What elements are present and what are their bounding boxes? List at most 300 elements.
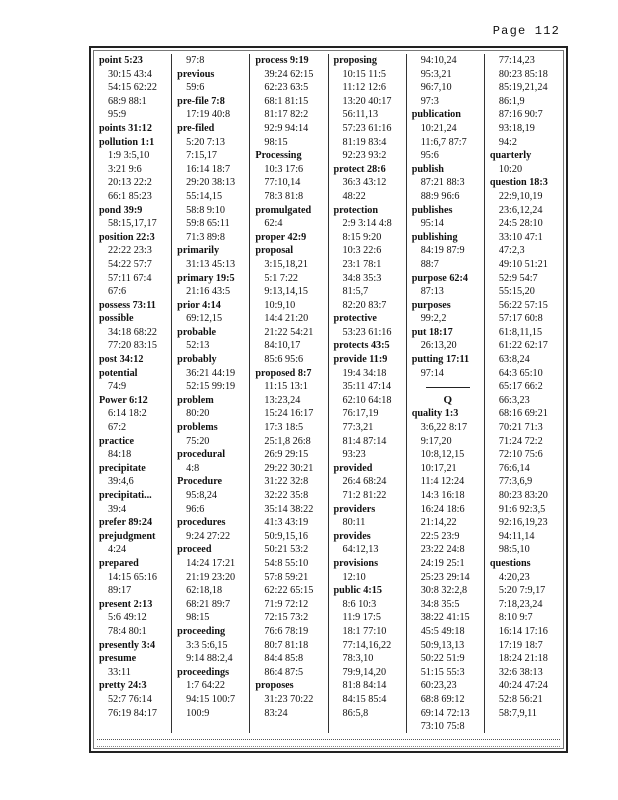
page-line-reference: 56:22 57:15 xyxy=(498,299,548,311)
page-line-reference: 4:20,23 xyxy=(498,571,530,583)
page-line-reference: 21:19 23:20 xyxy=(186,571,236,583)
page-line-reference: 94:10,24 xyxy=(420,55,457,66)
index-term: public 4:15 xyxy=(333,585,382,597)
page-line-reference: 71:2 81:22 xyxy=(342,490,387,501)
page-line-reference: 3:15,18,21 xyxy=(264,258,308,270)
page-line-reference: 11:15 13:1 xyxy=(264,381,308,393)
index-term: probably xyxy=(177,354,217,366)
page-line-reference: 62:23 63:5 xyxy=(264,82,309,94)
index-term: pond 39:9 xyxy=(99,204,143,216)
page-line-reference: 79:9,14,20 xyxy=(342,666,387,678)
page-line-reference: 9:14 88:2,4 xyxy=(186,653,233,665)
page-line-reference: 9:17,20 xyxy=(420,435,452,447)
page-line-reference: 66:3,23 xyxy=(498,394,530,406)
page-line-reference: 22:22 23:3 xyxy=(108,245,152,257)
page-line-reference: 4:24 xyxy=(108,544,127,556)
index-term: potential xyxy=(99,367,138,379)
index-term: proceeding xyxy=(177,625,226,637)
page-line-reference: 58:15,17,17 xyxy=(108,218,157,230)
page-line-reference: 87:16 90:7 xyxy=(498,109,543,121)
page-line-reference: 95:8,24 xyxy=(186,490,218,501)
index-term: pretty 24:3 xyxy=(99,680,147,692)
page-line-reference: 16:14 18:7 xyxy=(186,163,231,175)
page-line-reference: 65:17 66:2 xyxy=(498,381,543,393)
page-line-reference: 31:23 70:22 xyxy=(264,693,314,705)
page-line-reference: 30:15 43:4 xyxy=(108,68,152,80)
page-line-reference: 10:21,24 xyxy=(420,122,457,134)
page-line-reference: 21:16 43:5 xyxy=(186,286,231,298)
page-line-reference: 18:24 21:18 xyxy=(498,653,548,665)
page-line-reference: 72:10 75:6 xyxy=(498,449,543,461)
page-line-reference: 74:9 xyxy=(108,381,127,393)
page-line-reference: 48:22 xyxy=(342,190,366,202)
index-term: Processing xyxy=(255,150,302,162)
index-term: putting 17:11 xyxy=(411,354,470,366)
index-term: quarterly xyxy=(489,150,532,162)
page-line-reference: 97:3 xyxy=(420,95,439,107)
page-line-reference: 91:6 92:3,5 xyxy=(498,503,546,515)
page-line-reference: 14:3 16:18 xyxy=(420,490,465,501)
page-line-reference: 24:19 25:1 xyxy=(420,557,465,569)
index-term: practice xyxy=(99,435,135,447)
page-line-reference: 68:1 81:15 xyxy=(264,95,309,107)
index-term: put 18:17 xyxy=(411,326,453,338)
page-line-reference: 54:8 55:10 xyxy=(264,557,309,569)
page-line-reference: 100:9 xyxy=(186,707,210,719)
page-line-reference: 67:6 xyxy=(108,286,127,298)
index-term: promulgated xyxy=(255,204,312,216)
page-line-reference: 55:14,15 xyxy=(186,190,223,202)
index-term: Procedure xyxy=(177,476,223,488)
page-line-reference: 20:13 22:2 xyxy=(108,177,152,189)
index-term: precipitati... xyxy=(99,490,152,501)
index-term: previous xyxy=(177,68,215,80)
page-line-reference: 95:9 xyxy=(108,109,127,121)
page-line-reference: 62:4 xyxy=(264,218,283,230)
page-line-reference: 88:9 96:6 xyxy=(420,190,460,202)
index-term: presently 3:4 xyxy=(99,639,156,651)
index-column-4 xyxy=(329,54,407,733)
index-column-6 xyxy=(485,54,562,733)
page-line-reference: 85:19,21,24 xyxy=(498,82,548,94)
page-line-reference: 77:14,23 xyxy=(498,55,535,66)
page-line-reference: 72:15 73:2 xyxy=(264,612,309,624)
page-line-reference: 88:7 xyxy=(420,258,439,270)
page-line-reference: 62:18,18 xyxy=(186,585,223,597)
page-line-reference: 17:19 18:7 xyxy=(498,639,543,651)
index-term: process 9:19 xyxy=(255,55,309,66)
index-term: pre-file 7:8 xyxy=(177,95,225,107)
page-line-reference: 56:11,13 xyxy=(342,109,379,121)
page-line-reference: 76:6 78:19 xyxy=(264,625,309,637)
page-line-reference: 13:23,24 xyxy=(264,394,301,406)
page-line-reference: 50:9,15,16 xyxy=(264,530,308,542)
page-line-reference: 8:10 9:7 xyxy=(498,612,533,624)
page-line-reference: 94:11,14 xyxy=(498,530,535,542)
page-line-reference: 8:6 10:3 xyxy=(342,598,377,610)
page-line-reference: 33:11 xyxy=(108,666,131,678)
index-term: prejudgment xyxy=(99,530,156,542)
page-line-reference: 23:6,12,24 xyxy=(498,204,543,216)
page-line-reference: 86:4 87:5 xyxy=(264,666,304,678)
page-line-reference: 40:24 47:24 xyxy=(498,680,548,692)
index-term: possible xyxy=(99,313,134,325)
page-line-reference: 76:6,14 xyxy=(498,462,530,474)
page-line-reference: 96:7,10 xyxy=(420,82,452,94)
page-line-reference: 35:11 47:14 xyxy=(342,381,392,393)
page-line-reference: 81:19 83:4 xyxy=(342,136,387,148)
index-term: proposing xyxy=(333,55,377,66)
page-line-reference: 84:18 xyxy=(108,449,132,461)
page-line-reference: 4:8 xyxy=(186,462,200,474)
index-term: precipitate xyxy=(99,462,146,474)
index-term: presume xyxy=(99,653,137,665)
page-line-reference: 66:1 85:23 xyxy=(108,190,152,202)
page-line-reference: 57:23 61:16 xyxy=(342,122,392,134)
index-term: purpose 62:4 xyxy=(411,272,469,284)
page-line-reference: 87:13 xyxy=(420,286,444,298)
page-line-reference: 55:15,20 xyxy=(498,286,535,298)
index-term: provisions xyxy=(333,557,379,569)
page-line-reference: 41:3 43:19 xyxy=(264,517,309,529)
index-column-2 xyxy=(172,54,250,733)
page-line-reference: 1:7 64:22 xyxy=(186,680,225,692)
page-line-reference: 31:13 45:13 xyxy=(186,258,236,270)
page-line-reference: 64:3 65:10 xyxy=(498,367,543,379)
index-term: proceedings xyxy=(177,666,230,678)
page-line-reference: 52:9 54:7 xyxy=(498,272,538,284)
index-term: post 34:12 xyxy=(99,354,144,366)
page-line-reference: 35:14 38:22 xyxy=(264,503,314,515)
page-line-reference: 76:17,19 xyxy=(342,408,379,420)
index-term: problem xyxy=(177,394,214,406)
page-line-reference: 76:19 84:17 xyxy=(108,707,157,719)
index-column-5 xyxy=(407,54,485,733)
index-column-1 xyxy=(95,54,172,733)
page-line-reference: 50:22 51:9 xyxy=(420,653,465,665)
page-line-reference: 14:24 17:21 xyxy=(186,557,236,569)
index-term: provides xyxy=(333,530,371,542)
page-line-reference: 62:22 65:15 xyxy=(264,585,314,597)
page-line-reference: 62:10 64:18 xyxy=(342,394,392,406)
index-term: protection xyxy=(333,204,379,216)
page-line-reference: 1:9 3:5,10 xyxy=(108,150,150,162)
index-term: primary 19:5 xyxy=(177,272,235,284)
page-line-reference: 80:23 85:18 xyxy=(498,68,548,80)
page-line-reference: 78:3,10 xyxy=(342,653,374,665)
page-line-reference: 15:24 16:17 xyxy=(264,408,314,420)
page-line-reference: 71:9 72:12 xyxy=(264,598,309,610)
page-line-reference: 84:10,17 xyxy=(264,340,301,352)
page-line-reference: 36:21 44:19 xyxy=(186,367,236,379)
page-line-reference: 96:6 xyxy=(186,503,205,515)
index-column-3 xyxy=(250,54,328,733)
page-line-reference: 52:13 xyxy=(186,340,210,352)
page-line-reference: 77:20 83:15 xyxy=(108,340,157,352)
page-line-reference: 29:22 30:21 xyxy=(264,462,314,474)
page-line-reference: 94:15 100:7 xyxy=(186,693,236,705)
page-line-reference: 5:20 7:9,17 xyxy=(498,585,546,597)
page-line-reference: 98:5,10 xyxy=(498,544,530,556)
page-line-reference: 77:10,14 xyxy=(264,177,301,189)
page-line-reference: 23:22 24:8 xyxy=(420,544,465,556)
page-line-reference: 92:16,19,23 xyxy=(498,517,548,529)
page-line-reference: 10:20 xyxy=(498,163,523,175)
index-term: primarily xyxy=(177,245,220,257)
page-line-reference: 61:8,11,15 xyxy=(498,326,543,338)
index-term: publish xyxy=(411,163,444,175)
page-line-reference: 98:15 xyxy=(264,136,288,148)
page-line-reference: 58:8 9:10 xyxy=(186,204,225,216)
page-line-reference: 8:15 9:20 xyxy=(342,231,382,243)
page-line-reference: 7:18,23,24 xyxy=(498,598,543,610)
page-line-reference: 54:15 62:22 xyxy=(108,82,157,94)
index-term: proposes xyxy=(255,680,294,692)
page-line-reference: 30:8 32:2,8 xyxy=(420,585,468,597)
page-line-reference: 95:14 xyxy=(420,218,444,230)
index-term: protect 28:6 xyxy=(333,163,386,175)
page-line-reference: 95:6 xyxy=(420,150,439,162)
page-line-reference: 86:1,9 xyxy=(498,95,525,107)
page-line-reference: 67:2 xyxy=(108,422,127,434)
page-line-reference: 11:4 12:24 xyxy=(420,476,465,488)
page-line-reference: 71:3 89:8 xyxy=(186,231,225,243)
page-line-reference: 16:14 17:16 xyxy=(498,625,548,637)
page-line-reference: 6:14 18:2 xyxy=(108,408,147,420)
page-line-reference: 10:9,10 xyxy=(264,299,296,311)
index-term: quality 1:3 xyxy=(411,408,459,420)
page-number: Page 112 xyxy=(492,24,560,38)
page-line-reference: 51:15 55:3 xyxy=(420,666,465,678)
page-line-reference: 92:23 93:2 xyxy=(342,150,387,162)
page-line-reference: 12:10 xyxy=(342,571,366,583)
page-line-reference: 97:8 xyxy=(186,55,205,66)
page-line-reference: 95:3,21 xyxy=(420,68,452,80)
page-line-reference: 10:17,21 xyxy=(420,462,457,474)
page-line-reference: 52:8 56:21 xyxy=(498,693,543,705)
page-line-reference: 29:20 38:13 xyxy=(186,177,236,189)
page-line-reference: 77:3,21 xyxy=(342,422,374,434)
page-line-reference: 82:20 83:7 xyxy=(342,299,387,311)
index-term: present 2:13 xyxy=(99,598,153,610)
page-line-reference: 77:14,16,22 xyxy=(342,639,392,651)
page-line-reference: 26:9 29:15 xyxy=(264,449,309,461)
page-line-reference: 94:2 xyxy=(498,136,517,148)
index-term: pollution 1:1 xyxy=(99,136,155,148)
index-term: possess 73:11 xyxy=(99,299,156,311)
page-line-reference: 57:8 59:21 xyxy=(264,571,309,583)
index-term: pre-filed xyxy=(177,122,215,134)
index-term: publishing xyxy=(411,231,458,243)
page-line-reference: 54:22 57:7 xyxy=(108,258,152,270)
page-line-reference: 39:24 62:15 xyxy=(264,68,314,80)
page-line-reference: 99:2,2 xyxy=(420,313,447,325)
page-line-reference: 21:14,22 xyxy=(420,517,457,529)
page-line-reference: 13:20 40:17 xyxy=(342,95,392,107)
page-line-reference: 10:15 11:5 xyxy=(342,68,387,80)
index-term: problems xyxy=(177,422,218,434)
page-line-reference: 80:11 xyxy=(342,517,366,529)
page-line-reference: 10:8,12,15 xyxy=(420,449,465,461)
page-line-reference: 61:22 62:17 xyxy=(498,340,548,352)
page-line-reference: 34:8 35:5 xyxy=(420,598,460,610)
index-term: prior 4:14 xyxy=(177,299,221,311)
page-line-reference: 78:3 81:8 xyxy=(264,190,304,202)
page-line-reference: 70:21 71:3 xyxy=(498,422,543,434)
page-line-reference: 68:9 88:1 xyxy=(108,95,147,107)
page-line-reference: 59:6 xyxy=(186,82,205,94)
index-term: prepared xyxy=(99,557,139,569)
page-line-reference: 16:24 18:6 xyxy=(420,503,465,515)
index-term: question 18:3 xyxy=(489,177,548,189)
page-line-reference: 26:13,20 xyxy=(420,340,457,352)
index-term: procedural xyxy=(177,449,226,461)
index-term: proposal xyxy=(255,245,294,257)
index-term: proposed 8:7 xyxy=(255,367,312,379)
page-line-reference: 50:9,13,13 xyxy=(420,639,465,651)
index-term: procedures xyxy=(177,517,226,529)
page-line-reference: 71:24 72:2 xyxy=(498,435,543,447)
page-line-reference: 32:22 35:8 xyxy=(264,490,309,501)
page-line-reference: 5:1 7:22 xyxy=(264,272,299,284)
page-line-reference: 53:23 61:16 xyxy=(342,326,392,338)
page-line-reference: 11:6,7 87:7 xyxy=(420,136,467,148)
page-line-reference: 86:5,8 xyxy=(342,707,369,719)
page-line-reference: 38:22 41:15 xyxy=(420,612,470,624)
index-term: protective xyxy=(333,313,377,325)
page-line-reference: 3:3 5:6,15 xyxy=(186,639,228,651)
page-line-reference: 80:7 81:18 xyxy=(264,639,309,651)
page-line-reference: 59:8 65:11 xyxy=(186,218,230,230)
page-line-reference: 69:12,15 xyxy=(186,313,223,325)
page-line-reference: 60:23,23 xyxy=(420,680,457,692)
page-line-reference: 80:23 83:20 xyxy=(498,490,548,501)
page-line-reference: 5:6 49:12 xyxy=(108,612,147,624)
page-line-reference: 93:23 xyxy=(342,449,366,461)
page-line-reference: 10:3 17:6 xyxy=(264,163,304,175)
page-line-reference: 68:21 89:7 xyxy=(186,598,231,610)
page-line-reference: 92:9 94:14 xyxy=(264,122,309,134)
page-line-reference: 17:19 40:8 xyxy=(186,109,231,121)
index-term: point 5:23 xyxy=(99,55,143,66)
page-line-reference: 64:12,13 xyxy=(342,544,379,556)
index-term: questions xyxy=(489,557,531,569)
index-term: proper 42:9 xyxy=(255,231,307,243)
index-page-frame xyxy=(89,46,568,753)
page-line-reference: 25:23 29:14 xyxy=(420,571,470,583)
index-term: probable xyxy=(177,326,217,338)
index-term: provide 11:9 xyxy=(333,354,388,366)
page-line-reference: 49:10 51:21 xyxy=(498,258,548,270)
index-term: prefer 89:24 xyxy=(99,517,153,529)
page-line-reference: 21:22 54:21 xyxy=(264,326,314,338)
page-line-reference: 87:21 88:3 xyxy=(420,177,465,189)
page-line-reference: 81:8 84:14 xyxy=(342,680,387,692)
page-line-reference: 3:21 9:6 xyxy=(108,163,142,175)
footer-rule xyxy=(97,739,560,747)
page-line-reference: 57:17 60:8 xyxy=(498,313,543,325)
page-line-reference: 26:4 68:24 xyxy=(342,476,387,488)
page-line-reference: 34:18 68:22 xyxy=(108,326,157,338)
section-letter: Q xyxy=(443,393,453,406)
page-line-reference: 45:5 49:18 xyxy=(420,625,465,637)
page-line-reference: 57:11 67:4 xyxy=(108,272,152,284)
page-line-reference: 81:5,7 xyxy=(342,286,369,298)
page-line-reference: 83:24 xyxy=(264,707,288,719)
index-columns xyxy=(95,54,562,733)
page-line-reference: 69:14 72:13 xyxy=(420,707,470,719)
index-term: provided xyxy=(333,462,373,474)
page-line-reference: 85:6 95:6 xyxy=(264,354,304,366)
page-line-reference: 2:9 3:14 4:8 xyxy=(342,218,392,230)
page-line-reference: 11:9 17:5 xyxy=(342,612,381,624)
page-line-reference: 25:1,8 26:8 xyxy=(264,435,311,447)
page-line-reference: 18:1 77:10 xyxy=(342,625,387,637)
page-line-reference: 33:10 47:1 xyxy=(498,231,543,243)
page-line-reference: 19:4 34:18 xyxy=(342,367,387,379)
page-line-reference: 81:4 87:14 xyxy=(342,435,387,447)
page-line-reference: 98:15 xyxy=(186,612,210,624)
page-line-reference: 58:7,9,11 xyxy=(498,707,537,719)
page-line-reference: 10:3 22:6 xyxy=(342,245,382,257)
page-line-reference: 52:7 76:14 xyxy=(108,693,152,705)
index-term: proceed xyxy=(177,544,212,556)
page-line-reference: 34:8 35:3 xyxy=(342,272,382,284)
page-line-reference: 89:17 xyxy=(108,585,132,597)
page-line-reference: 68:16 69:21 xyxy=(498,408,548,420)
page-line-reference: 81:17 82:2 xyxy=(264,109,309,121)
page-line-reference: 75:20 xyxy=(186,435,210,447)
index-term: position 22:3 xyxy=(99,231,155,243)
index-term: providers xyxy=(333,503,376,515)
page-line-reference: 52:15 99:19 xyxy=(186,381,236,393)
page-line-reference: 73:10 75:8 xyxy=(420,721,465,733)
page-line-reference: 22:9,10,19 xyxy=(498,190,543,202)
page-line-reference: 32:6 38:13 xyxy=(498,666,543,678)
page-line-reference: 50:21 53:2 xyxy=(264,544,309,556)
page-line-reference: 84:4 85:8 xyxy=(264,653,304,665)
page-line-reference: 24:5 28:10 xyxy=(498,218,543,230)
index-term: publishes xyxy=(411,204,453,216)
section-divider xyxy=(412,380,484,394)
page-line-reference: 17:3 18:5 xyxy=(264,422,304,434)
page-line-reference: 68:8 69:12 xyxy=(420,693,465,705)
index-term: purposes xyxy=(411,299,451,311)
page-line-reference: 3:6,22 8:17 xyxy=(420,422,468,434)
page-line-reference: 84:15 85:4 xyxy=(342,693,387,705)
page-line-reference: 22:5 23:9 xyxy=(420,530,460,542)
page-line-reference: 14:15 65:16 xyxy=(108,571,157,583)
page-line-reference: 11:12 12:6 xyxy=(342,82,387,94)
index-term: Power 6:12 xyxy=(99,394,148,406)
page-line-reference: 84:19 87:9 xyxy=(420,245,465,257)
page-line-reference: 97:14 xyxy=(420,367,444,379)
page-line-reference: 5:20 7:13 xyxy=(186,136,225,148)
index-term: points 31:12 xyxy=(99,122,152,134)
page-line-reference: 9:24 27:22 xyxy=(186,530,231,542)
page-line-reference: 93:18,19 xyxy=(498,122,535,134)
index-term: protects 43:5 xyxy=(333,340,390,352)
page-line-reference: 31:22 32:8 xyxy=(264,476,309,488)
page-line-reference: 23:1 78:1 xyxy=(342,258,382,270)
page-line-reference: 39:4 xyxy=(108,503,127,515)
page-line-reference: 9:13,14,15 xyxy=(264,286,308,298)
page-line-reference: 7:15,17 xyxy=(186,150,218,162)
page-line-reference: 80:20 xyxy=(186,408,210,420)
page-line-reference: 39:4,6 xyxy=(108,476,134,488)
page-line-reference: 14:4 21:20 xyxy=(264,313,309,325)
page-line-reference: 77:3,6,9 xyxy=(498,476,533,488)
